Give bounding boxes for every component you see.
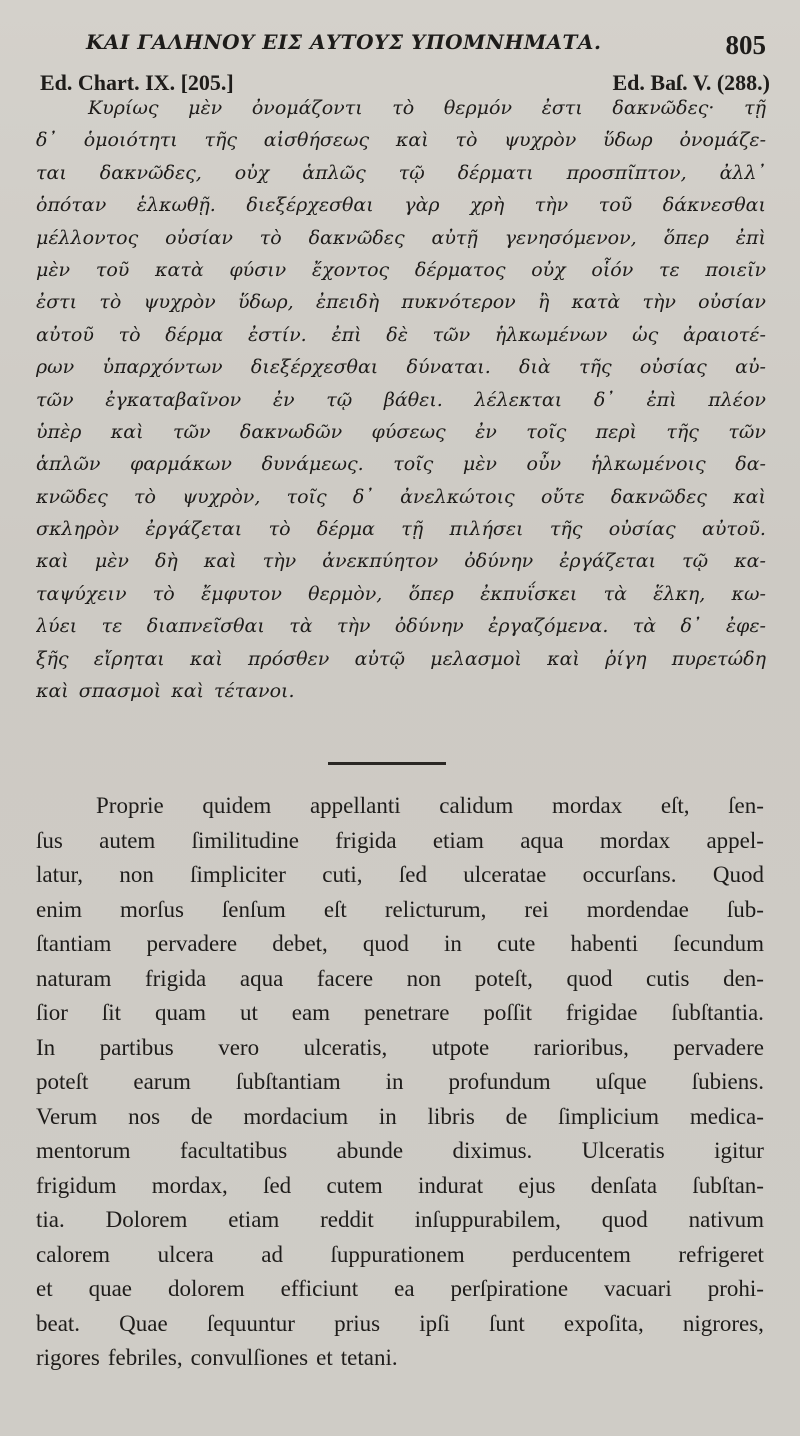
latin-text-line: In partibus vero ulceratis, utpote rarioribus, pervadere: [36, 1034, 764, 1060]
greek-text-line: ἐστι τὸ ψυχρὸν ὕδωρ, ἐπειδὴ πυκνότερον ἢ κατὰ τὴν οὐσίαν: [36, 291, 766, 314]
greek-text-line: ἁπλῶν φαρμάκων δυνάμεως. τοῖς μὲν οὖν ἡλκωμένοις δα-: [36, 453, 766, 476]
edition-reference-left: Ed. Chart. IX. [205.]: [40, 70, 234, 95]
latin-text-line: beat. Quae ſequuntur prius ipſi ſunt expoſita, nigrores,: [36, 1310, 764, 1336]
latin-text-line: latur, non ſimpliciter cuti, ſed ulceratae occurſans. Quod: [36, 862, 764, 887]
greek-text-line: δ᾽ ὁμοιότητι τῆς αἰσθήσεως καὶ τὸ ψυχρὸν ὕδωρ ὀνομάζε-: [36, 129, 766, 152]
greek-text-line: μὲν τοῦ κατὰ φύσιν ἔχοντος δέρματος οὐχ οἷόν τε ποιεῖν: [36, 258, 766, 281]
greek-text-line: καὶ σπασμοὶ καὶ τέτανοι.: [36, 680, 295, 703]
greek-text-line: τῶν ἐγκαταβαῖνον ἐν τῷ βάθει. λέλεκται δ᾽ ἐπὶ πλέον: [36, 388, 766, 411]
section-divider: [328, 762, 446, 765]
latin-text-line: ſior ſit quam ut eam penetrare poſſit frigidae ſubſtantia.: [36, 1000, 764, 1025]
greek-text-line: σκληρὸν ἐργάζεται τὸ δέρμα τῇ πιλήσει τῆς οὐσίας αὐτοῦ.: [36, 518, 766, 541]
greek-text-line: ὁπόταν ἑλκωθῇ. διεξέρχεσθαι γὰρ χρὴ τὴν τοῦ δάκνεσθαι: [36, 194, 766, 217]
greek-text-line: ξῆς εἴρηται καὶ πρόσθεν αὐτῷ μελασμοὶ καὶ ῥίγη πυρετώδη: [36, 647, 766, 670]
latin-text-line: naturam frigida aqua facere non poteſt, quod cutis den-: [36, 965, 764, 991]
latin-text-line: Proprie quidem appellanti calidum mordax eſt, ſen-: [96, 793, 764, 818]
greek-text-line: Κυρίως μὲν ὀνομάζοντι τὸ θερμόν ἐστι δακνῶδες· τῇ: [88, 97, 766, 119]
latin-text-line: et quae dolorem efficiunt ea perſpiratione vacuari prohi-: [36, 1276, 764, 1301]
greek-text-line: καὶ μὲν δὴ καὶ τὴν ἀνεκπύητον ὀδύνην ἐργάζεται τῷ κα-: [36, 550, 766, 573]
greek-text-line: ὑπὲρ καὶ τῶν δακνωδῶν φύσεως ἐν τοῖς περὶ τῆς τῶν: [36, 420, 766, 443]
greek-text-line: μέλλοντος οὐσίαν τὸ δακνῶδες αὐτῇ γενησόμενον, ὅπερ ἐπὶ: [36, 226, 766, 249]
latin-text-line: Verum nos de mordacium in libris de ſimplicium medica-: [36, 1103, 764, 1129]
page-number: 805: [725, 30, 766, 60]
latin-text-line: tia. Dolorem etiam reddit inſuppurabilem, quod nativum: [36, 1207, 764, 1232]
running-head: ΚΑΙ ΓΑΛΗΝΟΥ ΕΙΣ ΑΥΤΟΥΣ ΥΠΟΜΝΗΜΑΤΑ.: [86, 30, 602, 54]
greek-text-line: ρων ὑπαρχόντων διεξέρχεσθαι δύναται. διὰ τῆς οὐσίας αὐ-: [36, 356, 766, 379]
greek-text-line: ται δακνῶδες, οὐχ ἁπλῶς τῷ δέρματι προσπῖπτον, ἀλλ᾽: [36, 161, 766, 184]
latin-text-line: rigores febriles, convulſiones et tetani.: [36, 1345, 398, 1370]
greek-text-line: αὐτοῦ τὸ δέρμα ἐστίν. ἐπὶ δὲ τῶν ἡλκωμένων ὡς ἀραιοτέ-: [36, 323, 766, 346]
latin-text-line: frigidum mordax, ſed cutem indurat ejus denſata ſubſtan-: [36, 1172, 764, 1198]
latin-text-line: enim morſus ſenſum eſt relicturum, rei mordendae ſub-: [36, 896, 764, 922]
greek-text-line: λύει τε διαπνεῖσθαι τὰ τὴν ὀδύνην ἐργαζόμενα. τὰ δ᾽ ἐφε-: [36, 615, 766, 638]
latin-text-line: mentorum facultatibus abunde diximus. Ulceratis igitur: [36, 1138, 764, 1163]
latin-text-line: ſtantiam pervadere debet, quod in cute habenti ſecundum: [36, 931, 764, 956]
greek-text-line: ταψύχειν τὸ ἔμφυτον θερμὸν, ὅπερ ἐκπυΐσκει τὰ ἕλκη, κω-: [36, 582, 766, 605]
greek-text-line: κνῶδες τὸ ψυχρὸν, τοῖς δ᾽ ἀνελκώτοις οὔτε δακνῶδες καὶ: [36, 485, 766, 508]
greek-text-block: [36, 92, 766, 707]
edition-reference-right: Ed. Baſ. V. (288.): [612, 70, 770, 95]
latin-text-line: poteſt earum ſubſtantiam in profundum uſque ſubiens.: [36, 1069, 764, 1094]
latin-text-line: calorem ulcera ad ſuppurationem perducentem refrigeret: [36, 1241, 764, 1267]
latin-text-line: ſus autem ſimilitudine frigida etiam aqua mordax appel-: [36, 827, 764, 853]
latin-translation-block: [36, 789, 764, 1376]
